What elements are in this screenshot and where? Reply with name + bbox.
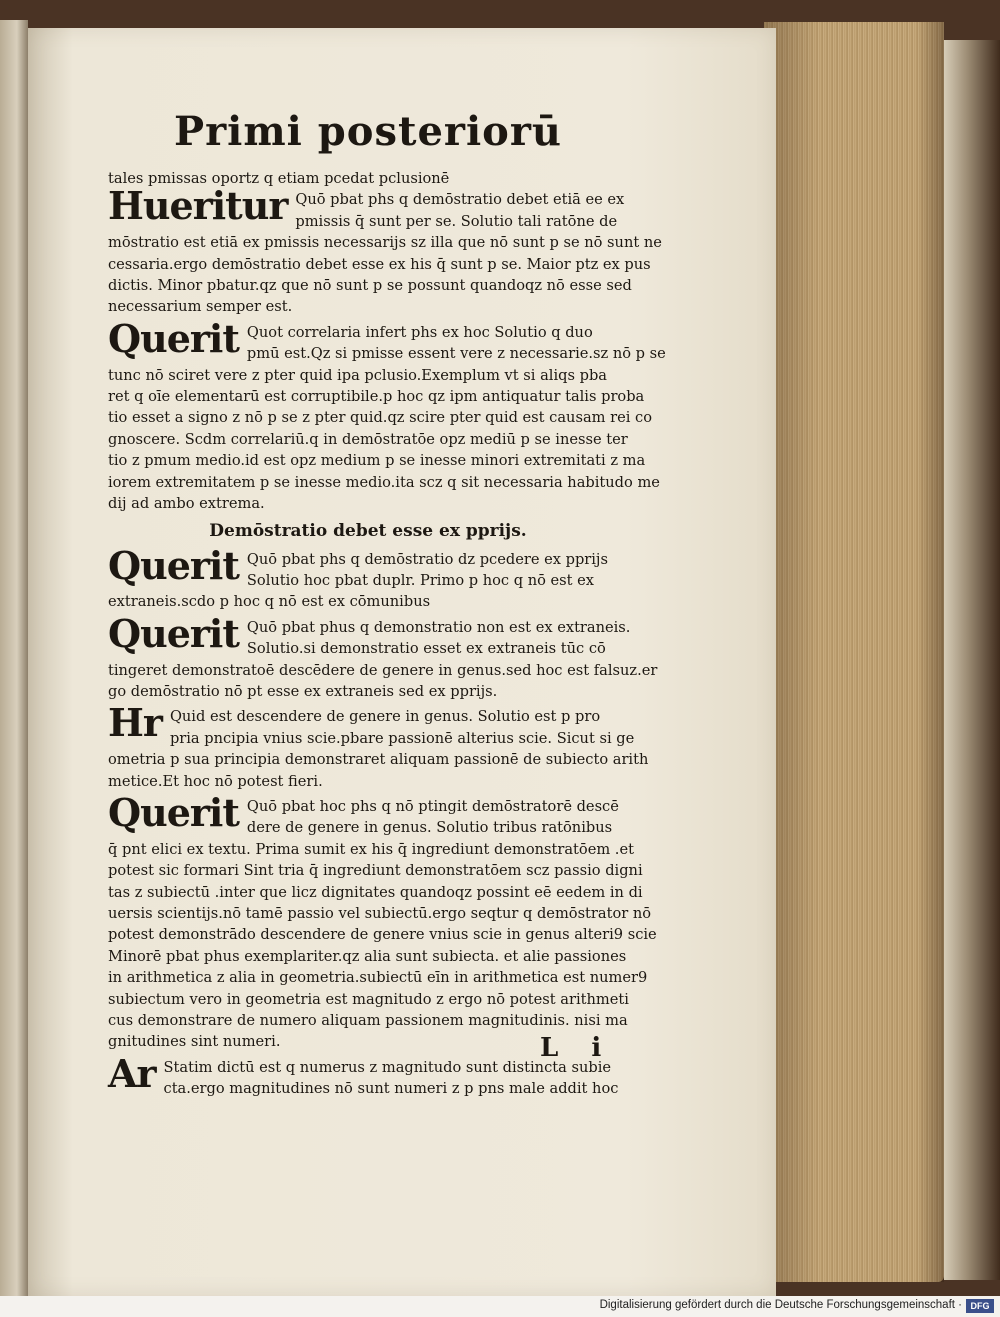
- text-line: go demōstratio nō pt esse ex extraneis sed ex pprijs.: [108, 682, 498, 700]
- text-line: q̄ pnt elici ex textu. Prima sumit ex his q̄ ingrediunt demonstratōem .et: [108, 840, 634, 858]
- text-line: Solutio hoc pbat duplr. Primo p hoc q nō est ex: [246, 571, 595, 589]
- text-line: gnoscere. Scdm correlariū.q in demōstratōe opz mediū p se inesse ter: [108, 430, 628, 448]
- paragraph: [108, 610, 658, 703]
- text-line: tio z pmum medio.id est opz medium p se inesse minori extremitati z ma: [108, 452, 646, 470]
- text-line: Minorē pbat phus exemplariter.qz alia sunt subiecta. et alie passiones: [108, 947, 627, 965]
- text-line: Quō pbat hoc phs q nō ptingit demōstratorē descē: [246, 797, 619, 815]
- paragraph: [108, 700, 649, 792]
- text-line: gnitudines sint numeri.: [108, 1033, 281, 1051]
- text-line: dij ad ambo extrema.: [108, 495, 265, 513]
- text-line: necessarium semper est.: [108, 298, 293, 316]
- text-line: Statim dictū est q numerus z magnitudo sunt distincta subie: [163, 1058, 611, 1076]
- paragraph-initial: Querit: [108, 610, 239, 656]
- section-heading: Demōstratio debet esse ex pprijs.: [209, 520, 527, 541]
- text-line: in arithmetica z alia in geometria.subiectū eīn in arithmetica est numer9: [108, 969, 648, 987]
- fore-edge-shading: [764, 22, 944, 1282]
- left-page-edge: [0, 20, 28, 1296]
- book-cover-edge: [944, 40, 1000, 1280]
- text-line: extraneis.scdo p hoc q nō est ex cōmunibus: [108, 593, 431, 611]
- paragraph-initial: Querit: [108, 315, 239, 361]
- text-line: pmū est.Qz si pmisse essent vere z necessarie.sz nō p se: [246, 345, 666, 363]
- text-line: metice.Et hoc nō potest fieri.: [108, 772, 323, 790]
- text-line: Quid est descendere de genere in genus. Solutio est p pro: [169, 708, 601, 726]
- text-line: Quō pbat phus q demonstratio non est ex extraneis.: [246, 618, 631, 636]
- text-line: ometria p sua principia demonstraret aliquam passionē de subiecto arith: [108, 751, 649, 769]
- text-line: iorem extremitatem p se inesse medio.ita scz q sit necessaria habitudo me: [108, 473, 660, 491]
- paragraph: [108, 315, 666, 515]
- text-line: potest sic formari Sint tria q̄ ingrediunt demonstratōem scz passio digni: [108, 862, 643, 880]
- paragraph-initial: Querit: [108, 542, 239, 588]
- text-line: subiectum vero in geometria est magnitudo z ergo nō potest arithmeti: [108, 990, 629, 1008]
- text-line: mōstratio est etiā ex pmissis necessarijs sz illa que nō sunt p se nō sunt ne: [108, 234, 662, 252]
- text-line: Solutio.si demonstratio esset ex extraneis tūc cō: [246, 640, 606, 658]
- paragraph-group-1: [108, 183, 666, 514]
- page-text-block: [108, 108, 666, 1104]
- paragraph-initial: Querit: [108, 789, 239, 835]
- text-line: pria pncipia vnius scie.pbare passionē alterius scie. Sicut si ge: [169, 729, 635, 747]
- foliation-mark: L i: [540, 1033, 614, 1063]
- dfg-logo-icon: DFG: [966, 1299, 994, 1313]
- footer-bar: [0, 1296, 1000, 1317]
- text-line: Quō pbat phs q demōstratio dz pcedere ex pprijs: [246, 550, 608, 568]
- text-line: potest demonstrādo descendere de genere vnius scie in genus alteri9 scie: [108, 926, 657, 944]
- text-line: ret q oīe elementarū est corruptibile.p hoc qz ipm antiquatur talis proba: [108, 388, 645, 406]
- text-line: Quō pbat phs q demōstratio debet etiā ee ex: [295, 191, 625, 209]
- paragraph-group-2: [108, 542, 658, 1100]
- text-line: pmissis q̄ sunt per se. Solutio tali ratōne de: [295, 212, 618, 230]
- text-line: dictis. Minor pbatur.qz que nō sunt p se possunt quandoqz nō esse sed: [108, 277, 632, 295]
- text-line: tas z subiectū .inter que licz dignitates quandoqz possint eē eedem in di: [108, 883, 643, 901]
- text-line: dere de genere in genus. Solutio tribus ratōnibus: [246, 819, 613, 837]
- text-line: tio esset a signo z nō p se z pter quid.qz scire pter quid est causam rei co: [108, 409, 652, 427]
- text-line: Quot correlaria infert phs ex hoc Solutio q duo: [246, 323, 593, 341]
- paragraph: [108, 1050, 628, 1100]
- text-line: cta.ergo magnitudines nō sunt numeri z p pns male addit hoc: [163, 1080, 619, 1098]
- paragraph: [108, 183, 662, 317]
- paragraph-initial: Hueritur: [108, 183, 288, 229]
- text-line: tingeret demonstratoē descēdere de genere in genus.sed hoc est falsuz.er: [108, 661, 658, 679]
- running-head: Primi posteriorū: [174, 108, 562, 155]
- footer-credit: Digitalisierung gefördert durch die Deutsche Forschungsgemeinschaft ·: [599, 1299, 962, 1311]
- text-line: cus demonstrare de numero aliquam passionem magnitudinis. nisi ma: [108, 1012, 628, 1030]
- paragraph: [108, 789, 657, 1053]
- text-line: uersis scientijs.nō tamē passio vel subiectū.ergo seqtur q demōstrator nō: [108, 905, 652, 922]
- paragraph-initial: Ar: [108, 1050, 156, 1096]
- text-line: tunc nō sciret vere z pter quid ipa pclusio.Exemplum vt si aliqs pba: [108, 366, 607, 384]
- opening-line: tales pmissas oportz q etiam pcedat pclusionē: [108, 170, 450, 187]
- paragraph: [108, 542, 628, 613]
- paragraph-initial: Hr: [108, 700, 162, 746]
- text-line: cessaria.ergo demōstratio debet esse ex his q̄ sunt p se. Maior ptz ex pus: [108, 255, 651, 273]
